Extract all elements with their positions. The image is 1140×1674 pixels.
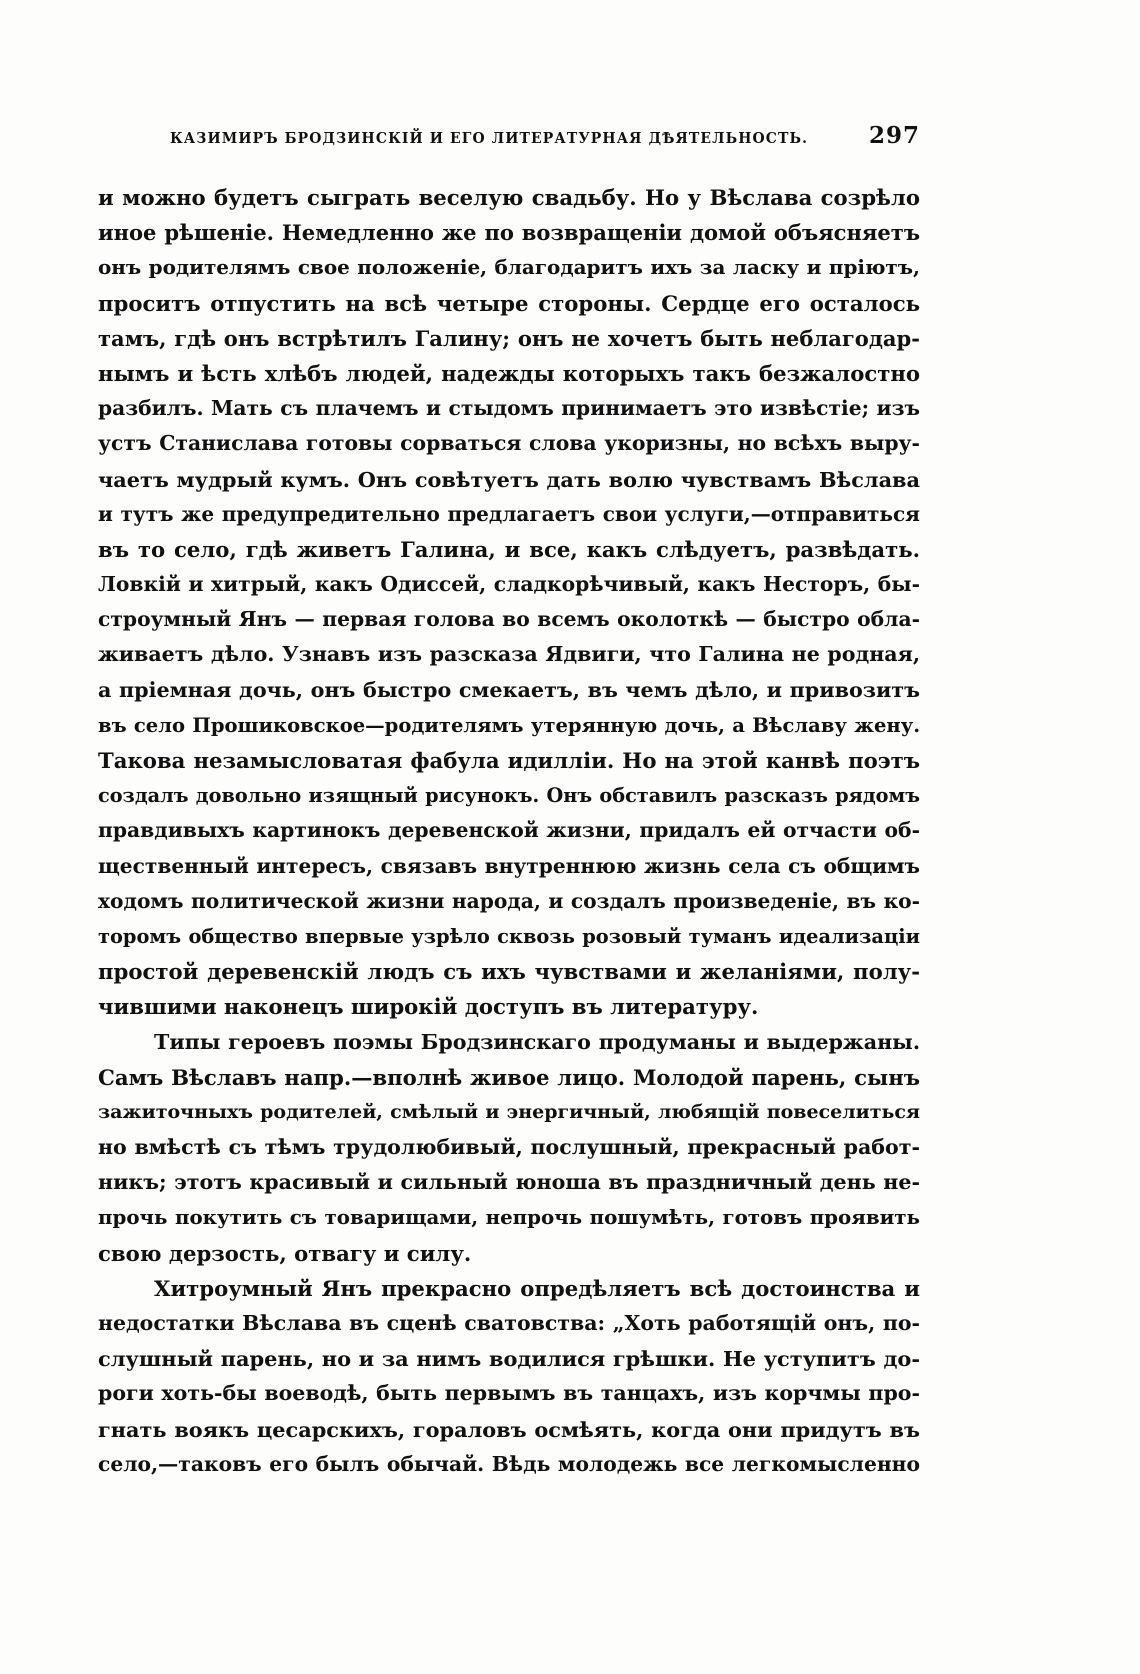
text-line: а пріемная дочь, онъ быстро смекаетъ, въ чемъ дѣло, и привозитъ xyxy=(98,677,920,702)
text-line: онъ родителямъ свое положеніе, благодаритъ ихъ за ласку и пріютъ, xyxy=(98,255,920,280)
paragraph-1 xyxy=(98,180,920,1025)
text-line: роги хоть-бы воеводѣ, быть первымъ въ танцахъ, изъ корчмы про- xyxy=(98,1381,920,1406)
text-line: правдивыхъ картинокъ деревенской жизни, придалъ ей отчасти об- xyxy=(98,818,920,843)
running-title: КАЗИМИРЪ БРОДЗИНСКІЙ И ЕГО ЛИТЕРАТУРНАЯ ДѢЯТЕЛЬНОСТЬ. xyxy=(170,129,809,147)
text-line: чаетъ мудрый кумъ. Онъ совѣтуетъ дать волю чувствамъ Вѣслава xyxy=(98,466,920,492)
text-line: Типы героевъ поэмы Бродзинскаго продуманы и выдержаны. xyxy=(154,1029,920,1054)
page-number: 297 xyxy=(868,122,920,149)
text-line: разбилъ. Мать съ плачемъ и стыдомъ принимаетъ это извѣстіе; изъ xyxy=(98,396,920,421)
text-line: но вмѣстѣ съ тѣмъ трудолюбивый, послушный, прекрасный работ- xyxy=(98,1135,920,1160)
text-line: строумный Янъ — первая голова во всемъ околоткѣ — быстро обла- xyxy=(98,607,920,632)
text-line: Самъ Вѣславъ напр.—вполнѣ живое лицо. Молодой парень, сынъ xyxy=(98,1064,920,1090)
text-line: зажиточныхъ родителей, смѣлый и энергичный, любящій повеселиться xyxy=(98,1100,920,1123)
text-line: нымъ и ѣсть хлѣбъ людей, надежды которыхъ такъ безжалостно xyxy=(98,360,920,386)
text-line: недостатки Вѣслава въ сценѣ сватовства: „Хоть работящій онъ, по- xyxy=(98,1311,920,1335)
text-line: слушный парень, но и за нимъ водилися грѣшки. Не уступитъ до- xyxy=(98,1346,920,1372)
text-line: иное рѣшеніе. Немедленно же по возвращеніи домой объясняетъ xyxy=(98,220,920,246)
text-line: тамъ, гдѣ онъ встрѣтилъ Галину; онъ не хочетъ быть неблагодар- xyxy=(98,325,920,351)
text-line: ходомъ политической жизни народа, и создалъ произведеніе, въ ко- xyxy=(98,888,920,913)
text-line: въ село Прошиковское—родителямъ утерянную дочь, а Вѣславу жену. xyxy=(98,713,920,737)
text-line: Ловкій и хитрый, какъ Одиссей, сладкорѣчивый, какъ Несторъ, бы- xyxy=(98,572,920,597)
text-line: живаетъ дѣло. Узнавъ изъ разсказа Ядвиги, что Галина не родная, xyxy=(98,642,920,667)
text-line: гнать воякъ цесарскихъ, гораловъ осмѣять, когда они придутъ въ xyxy=(98,1416,920,1442)
text-line: создалъ довольно изящный рисунокъ. Онъ обставилъ разсказъ рядомъ xyxy=(98,784,920,808)
text-line: никъ; этотъ красивый и сильный юноша въ праздничный день не- xyxy=(98,1170,920,1195)
text-line: щественный интересъ, связавъ внутреннюю жизнь села съ общимъ xyxy=(98,853,920,878)
text-line: торомъ общество впервые узрѣло сквозь розовый туманъ идеализаціи xyxy=(98,924,920,948)
text-line: въ то село, гдѣ живетъ Галина, и все, какъ слѣдуетъ, развѣдать. xyxy=(98,536,920,562)
text-line: простой деревенскій людъ съ ихъ чувствами и желаніями, полу- xyxy=(98,959,920,985)
paragraph-2 xyxy=(98,1025,920,1271)
text-line: и тутъ же предупредительно предлагаетъ свои услуги,—отправиться xyxy=(98,501,920,526)
text-line: проситъ отпустить на всѣ четыре стороны. Сердце его осталось xyxy=(98,290,920,316)
body-text xyxy=(98,180,920,1482)
text-line: устъ Станислава готовы сорваться слова укоризны, но всѣхъ выру- xyxy=(98,431,920,456)
text-line: чившими наконецъ широкій доступъ въ литературу. xyxy=(98,994,759,1020)
text-line: прочь покутить съ товарищами, непрочь пошумѣть, готовъ проявить xyxy=(98,1205,920,1230)
text-line: село,—таковъ его былъ обычай. Вѣдь молодежь все легкомысленно xyxy=(98,1451,920,1476)
text-line: Такова незамысловатая фабула идилліи. Но на этой канвѣ поэтъ xyxy=(98,748,920,773)
text-line: свою дерзость, отвагу и силу. xyxy=(98,1240,472,1266)
running-head xyxy=(170,122,920,156)
text-line: и можно будетъ сыграть веселую свадьбу. Но у Вѣслава созрѣло xyxy=(98,185,920,210)
paragraph-3 xyxy=(98,1271,920,1482)
text-line: Хитроумный Янъ прекрасно опредѣляетъ всѣ достоинства и xyxy=(154,1275,920,1301)
